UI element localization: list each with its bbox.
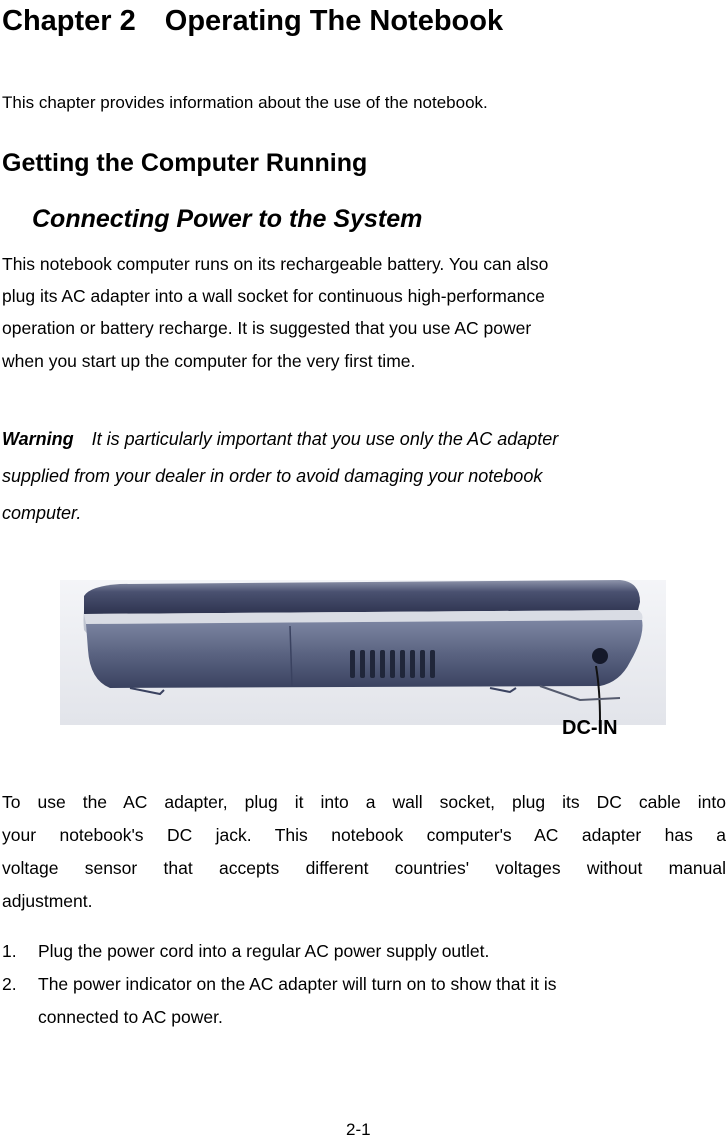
- step-number: 2.: [2, 974, 17, 994]
- warning-line: It is particularly important that you use only the AC adapter: [91, 429, 559, 449]
- cooling-vents: [350, 650, 435, 678]
- warning-line: computer.: [2, 503, 82, 523]
- dc-in-label: DC-IN: [562, 717, 618, 739]
- notebook-lid: [84, 580, 640, 614]
- notebook-side-view-illustration: [60, 570, 666, 730]
- paragraph-line: when you start up the computer for the very first time.: [2, 350, 416, 371]
- list-item: [2, 935, 722, 968]
- paragraph-line: voltage sensor that accepts different countries' voltages without manual: [2, 858, 726, 878]
- paragraph-line: This notebook computer runs on its rechargeable battery. You can also: [2, 254, 549, 274]
- warning-line: supplied from your dealer in order to avoid damaging your notebook: [2, 466, 543, 486]
- power-paragraph: [2, 248, 722, 377]
- paragraph-line: adjustment.: [2, 891, 93, 911]
- paragraph-line: plug its AC adapter into a wall socket for continuous high-performance: [2, 286, 545, 307]
- section-title: Getting the Computer Running: [2, 149, 368, 177]
- step-text: Plug the power cord into a regular AC power supply outlet.: [38, 941, 490, 961]
- list-item: [2, 968, 722, 1034]
- chapter-title: Chapter 2 Operating The Notebook: [2, 5, 504, 37]
- subsection-title: Connecting Power to the System: [32, 205, 423, 233]
- intro-text: This chapter provides information about the use of the notebook.: [2, 93, 488, 112]
- steps-list: [2, 935, 722, 1034]
- warning-note: [2, 421, 722, 532]
- paragraph-line: your notebook's DC jack. This notebook computer's AC adapter has a: [2, 825, 726, 845]
- paragraph-line: operation or battery recharge. It is suggested that you use AC power: [2, 318, 532, 339]
- page-number: 2-1: [346, 1120, 371, 1139]
- step-text: The power indicator on the AC adapter will turn on to show that it is: [38, 974, 557, 994]
- step-text: connected to AC power.: [38, 1007, 223, 1027]
- paragraph-line: To use the AC adapter, plug it into a wall socket, plug its DC cable into: [2, 792, 726, 812]
- adapter-paragraph: [2, 786, 726, 918]
- step-number: 1.: [2, 941, 17, 961]
- warning-label: Warning: [2, 429, 92, 449]
- dc-jack: [592, 648, 608, 664]
